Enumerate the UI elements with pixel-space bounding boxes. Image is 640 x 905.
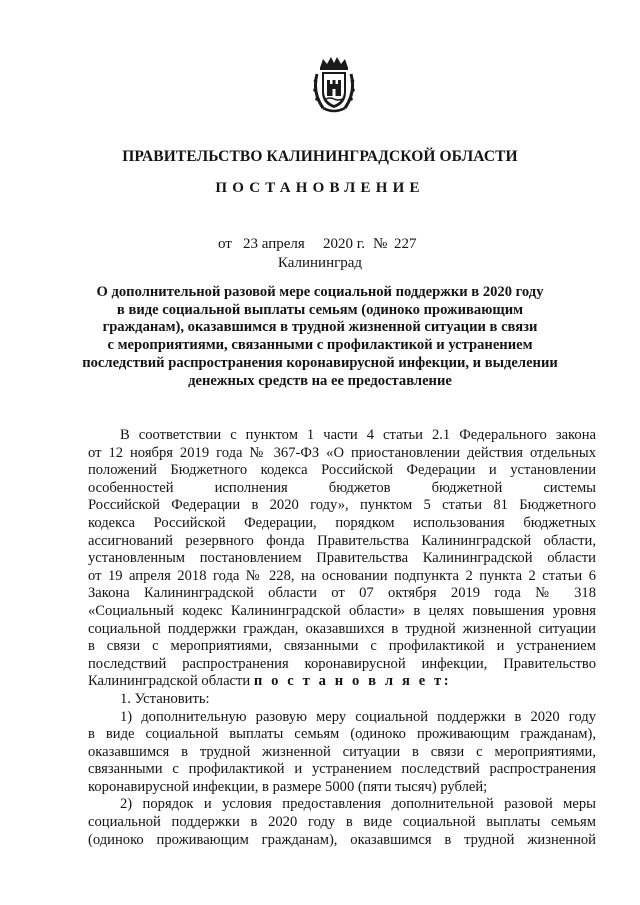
- document-date: 23 апреля: [243, 236, 305, 252]
- body-line: социальной поддержки граждан, оказавшихся в трудной жизненной ситуации: [88, 620, 596, 637]
- body-line: оказавшимся в трудной жизненной ситуации в связи с мероприятиями,: [88, 743, 596, 760]
- body-line: в связи с мероприятиями, связанными с профилактикой и устранением: [88, 638, 596, 655]
- document-year: 2020 г.: [323, 236, 365, 252]
- body-line: последствий распространения коронавирусной инфекции, Правительство: [88, 655, 596, 672]
- title-line: с мероприятиями, связанными с профилактикой и устранением: [107, 337, 533, 354]
- body-line: в виде социальной выплаты семьям (одиноко проживающим гражданам),: [88, 726, 596, 743]
- kaliningrad-coat-of-arms-icon: [311, 54, 357, 114]
- body-line: (одиноко проживающим гражданам), оказавшимся в трудной жизненной: [88, 831, 596, 848]
- date-prefix: от: [218, 236, 232, 252]
- document-body: [88, 427, 596, 849]
- body-line: связанными с профилактикой и устранением последствий распространения: [88, 761, 596, 778]
- body-line: от 19 апреля 2018 года № 228, на основании подпункта 2 пункта 2 статьи 6: [88, 567, 596, 584]
- organization-name: ПРАВИТЕЛЬСТВО КАЛИНИНГРАДСКОЙ ОБЛАСТИ: [122, 148, 518, 165]
- body-line: «Социальный кодекс Калининградской области» в целях повышения уровня: [88, 602, 596, 619]
- document-number: 227: [394, 236, 417, 252]
- body-line: [88, 673, 596, 691]
- number-sign: №: [373, 236, 388, 252]
- body-line: ассигнований резервного фонда Правительства Калининградской области,: [88, 532, 596, 549]
- title-line: последствий распространения коронавирусной инфекции, и выделении: [82, 354, 558, 371]
- body-line: 1) дополнительную разовую меру социальной поддержки в 2020 году: [120, 708, 596, 725]
- body-line: Закона Калининградской области от 07 октября 2019 года № 318: [88, 585, 596, 602]
- title-line: гражданам), оказавшимся в трудной жизненной ситуации в связи: [102, 319, 538, 336]
- document-type: ПОСТАНОВЛЕНИЕ: [215, 180, 425, 196]
- body-line: В соответствии с пунктом 1 части 4 статьи 2.1 Федерального закона: [120, 427, 596, 443]
- title-line: в виде социальной выплаты семьям (одиноко проживающим: [116, 301, 524, 318]
- body-line: особенностей исполнения бюджетов бюджетной системы: [88, 479, 596, 496]
- body-line: социальной поддержки в 2020 году в виде социальной выплаты семьям: [88, 814, 596, 831]
- document-city: Калининград: [277, 255, 363, 271]
- title-line: денежных средств на ее предоставление: [188, 372, 452, 389]
- body-line: кодекса Российской Федерации, порядком использования бюджетных: [88, 514, 596, 531]
- body-line: 2) порядок и условия предоставления дополнительной разовой меры: [120, 796, 596, 813]
- body-line: положений Бюджетного кодекса Российской Федерации и установлении: [88, 462, 596, 479]
- body-line-text: Калининградской области: [88, 673, 251, 690]
- body-line: установленным постановлением Правительства Калининградской области: [88, 550, 596, 567]
- resolves-word: п о с т а н о в л я е т:: [253, 673, 452, 690]
- body-line: Российской Федерации в 2020 году», пунктом 5 статьи 81 Бюджетного: [88, 497, 596, 514]
- body-line: коронавирусной инфекции, в размере 5000 (пяти тысяч) рублей;: [88, 778, 488, 795]
- body-line: 1. Установить:: [120, 690, 210, 707]
- body-line: от 12 ноября 2019 года № 367-ФЗ «О приостановлении действия отдельных: [88, 444, 596, 461]
- title-line: О дополнительной разовой мере социальной поддержки в 2020 году: [96, 284, 544, 300]
- document-title: [60, 284, 580, 390]
